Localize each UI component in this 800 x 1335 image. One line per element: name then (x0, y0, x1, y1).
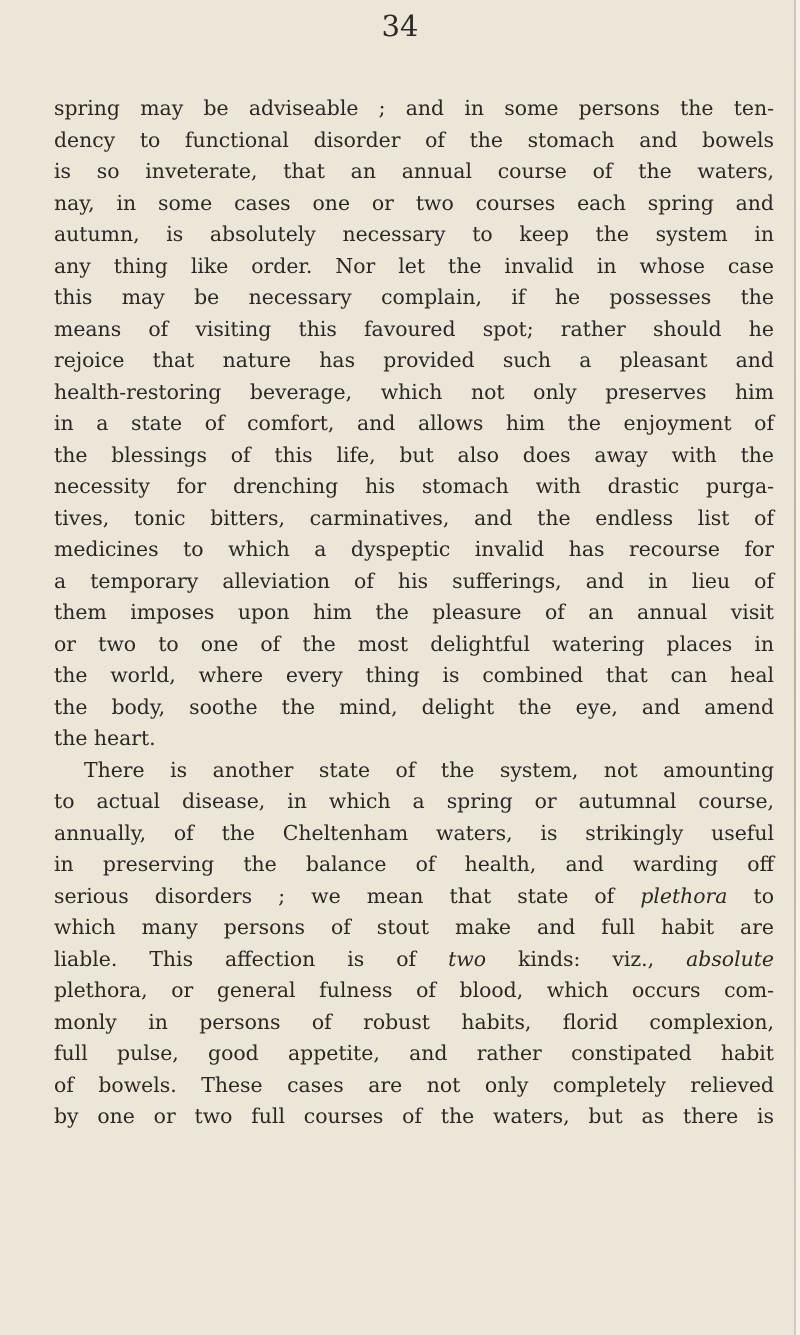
text-line: of bowels. These cases are not only completely relieved (54, 1072, 774, 1097)
paragraph-start-line: There is another state of the system, not amounting (84, 757, 774, 782)
text-line: the blessings of this life, but also does away with the (54, 442, 774, 467)
text-line: dency to functional disorder of the stomach and bowels (54, 127, 774, 152)
text-line: rejoice that nature has provided such a pleasant and (54, 348, 774, 372)
text-line: plethora, or general fulness of blood, which occurs com- (54, 978, 774, 1002)
text-line: the heart. (54, 726, 156, 750)
italic-term-absolute: absolute (686, 946, 774, 971)
text-segment: to (727, 883, 775, 908)
text-line: this may be necessary complain, if he possesses the (54, 285, 774, 309)
text-line: the body, soothe the mind, delight the eye, and amend (54, 694, 774, 719)
text-line: medicines to which a dyspeptic invalid has recourse for (54, 537, 774, 561)
text-segment: kinds: viz., (486, 946, 687, 971)
page-number: 34 (381, 9, 419, 43)
text-line: any thing like order. Nor let the invalid in whose case (54, 253, 774, 278)
text-line: which many persons of stout make and full habit are (54, 915, 774, 939)
italic-term-plethora: plethora (640, 883, 728, 908)
text-line: tives, tonic bitters, carminatives, and the endless list of (54, 505, 774, 530)
text-line: is so inveterate, that an annual course of the waters, (54, 159, 774, 183)
page-edge-shadow (796, 0, 800, 1335)
text-line: to actual disease, in which a spring or autumnal course, (54, 789, 774, 813)
text-line-with-italic (54, 881, 774, 913)
text-line: health-restoring beverage, which not only preserves him (54, 379, 774, 404)
text-line: in a state of comfort, and allows him the enjoyment of (54, 411, 774, 435)
body-text (54, 93, 774, 1133)
italic-term-two: two (448, 946, 486, 971)
text-line: by one or two full courses of the waters, but as there is (54, 1104, 774, 1128)
text-line: full pulse, good appetite, and rather constipated habit (54, 1041, 774, 1065)
text-line-with-italic (54, 944, 774, 976)
text-segment: liable. This affection is of (54, 946, 449, 971)
text-line: a temporary alleviation of his sufferings, and in lieu of (54, 568, 774, 593)
text-line: annually, of the Cheltenham waters, is strikingly useful (54, 820, 774, 845)
text-segment: serious disorders ; we mean that state of (54, 883, 641, 908)
text-line: or two to one of the most delightful watering places in (54, 631, 774, 656)
page-edge (794, 0, 796, 1335)
text-line: autumn, is absolutely necessary to keep the system in (54, 222, 774, 246)
text-line: monly in persons of robust habits, florid complexion, (54, 1009, 774, 1034)
text-line: the world, where every thing is combined that can heal (54, 663, 774, 687)
text-line: means of visiting this favoured spot; rather should he (54, 316, 774, 341)
text-line: nay, in some cases one or two courses each spring and (54, 190, 774, 215)
text-line: them imposes upon him the pleasure of an annual visit (54, 600, 774, 624)
text-line: in preserving the balance of health, and warding off (54, 852, 774, 876)
text-line: necessity for drenching his stomach with drastic purga- (54, 474, 774, 498)
text-line: spring may be adviseable ; and in some persons the ten- (54, 96, 774, 120)
